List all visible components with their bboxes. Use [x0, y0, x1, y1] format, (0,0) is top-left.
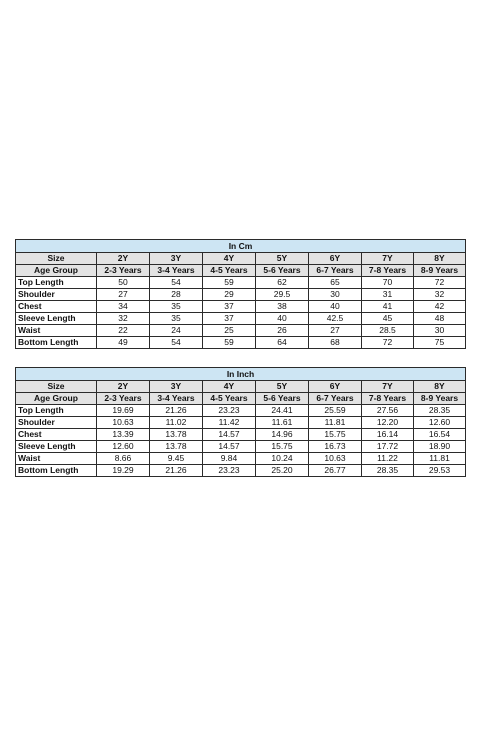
measurement-value: 11.61	[256, 417, 309, 429]
size-chart-cm-table	[15, 239, 466, 349]
table-row	[16, 465, 466, 477]
age-group-header-cell: 3-4 Years	[150, 265, 203, 277]
measurement-label: Shoulder	[16, 289, 97, 301]
measurement-value: 15.75	[256, 441, 309, 453]
measurement-value: 19.69	[97, 405, 150, 417]
age-group-header-label: Age Group	[16, 265, 97, 277]
size-header-cell: 2Y	[97, 381, 150, 393]
measurement-value: 11.22	[362, 453, 414, 465]
measurement-label: Chest	[16, 301, 97, 313]
size-header-cell: 3Y	[150, 253, 203, 265]
age-group-header-cell: 2-3 Years	[97, 393, 150, 405]
measurement-value: 10.63	[97, 417, 150, 429]
measurement-value: 29.53	[414, 465, 466, 477]
age-group-header-cell: 2-3 Years	[97, 265, 150, 277]
measurement-value: 34	[97, 301, 150, 313]
measurement-value: 41	[362, 301, 414, 313]
measurement-value: 59	[203, 337, 256, 349]
age-group-header-cell: 6-7 Years	[309, 393, 362, 405]
measurement-value: 14.57	[203, 441, 256, 453]
measurement-value: 28.35	[414, 405, 466, 417]
measurement-value: 11.81	[414, 453, 466, 465]
measurement-label: Chest	[16, 429, 97, 441]
measurement-value: 31	[362, 289, 414, 301]
measurement-value: 37	[203, 301, 256, 313]
measurement-value: 24	[150, 325, 203, 337]
measurement-label: Waist	[16, 325, 97, 337]
size-header-row	[16, 253, 466, 265]
measurement-value: 29.5	[256, 289, 309, 301]
size-header-cell: 6Y	[309, 253, 362, 265]
size-header-cell: 5Y	[256, 381, 309, 393]
size-header-cell: 5Y	[256, 253, 309, 265]
measurement-value: 42.5	[309, 313, 362, 325]
measurement-value: 75	[414, 337, 466, 349]
table-row	[16, 429, 466, 441]
measurement-value: 18.90	[414, 441, 466, 453]
age-group-header-cell: 8-9 Years	[414, 265, 466, 277]
measurement-value: 19.29	[97, 465, 150, 477]
measurement-value: 42	[414, 301, 466, 313]
measurement-value: 49	[97, 337, 150, 349]
age-group-header-row	[16, 265, 466, 277]
measurement-value: 29	[203, 289, 256, 301]
measurement-label: Sleeve Length	[16, 441, 97, 453]
measurement-value: 13.78	[150, 441, 203, 453]
size-header-cell: 4Y	[203, 253, 256, 265]
measurement-value: 13.78	[150, 429, 203, 441]
measurement-value: 8.66	[97, 453, 150, 465]
size-header-cell: 6Y	[309, 381, 362, 393]
measurement-value: 27	[309, 325, 362, 337]
table-row	[16, 453, 466, 465]
measurement-value: 14.96	[256, 429, 309, 441]
measurement-value: 40	[256, 313, 309, 325]
measurement-value: 38	[256, 301, 309, 313]
measurement-value: 12.20	[362, 417, 414, 429]
size-header-cell: 2Y	[97, 253, 150, 265]
measurement-value: 32	[97, 313, 150, 325]
measurement-value: 28.5	[362, 325, 414, 337]
measurement-value: 27	[97, 289, 150, 301]
size-header-row	[16, 381, 466, 393]
measurement-value: 35	[150, 313, 203, 325]
measurement-value: 21.26	[150, 405, 203, 417]
table-row	[16, 405, 466, 417]
measurement-value: 11.81	[309, 417, 362, 429]
measurement-label: Bottom Length	[16, 337, 97, 349]
measurement-value: 45	[362, 313, 414, 325]
table-row	[16, 313, 466, 325]
table-row	[16, 337, 466, 349]
measurement-value: 21.26	[150, 465, 203, 477]
size-header-cell: 7Y	[362, 253, 414, 265]
measurement-value: 13.39	[97, 429, 150, 441]
age-group-header-cell: 5-6 Years	[256, 393, 309, 405]
age-group-header-cell: 4-5 Years	[203, 265, 256, 277]
table-row	[16, 325, 466, 337]
measurement-value: 16.54	[414, 429, 466, 441]
measurement-value: 54	[150, 277, 203, 289]
measurement-value: 23.23	[203, 405, 256, 417]
measurement-label: Top Length	[16, 405, 97, 417]
measurement-value: 9.84	[203, 453, 256, 465]
table-row	[16, 441, 466, 453]
measurement-value: 26	[256, 325, 309, 337]
table-row	[16, 277, 466, 289]
age-group-header-cell: 5-6 Years	[256, 265, 309, 277]
measurement-value: 22	[97, 325, 150, 337]
measurement-value: 64	[256, 337, 309, 349]
measurement-label: Bottom Length	[16, 465, 97, 477]
measurement-value: 12.60	[414, 417, 466, 429]
table-title-row	[16, 240, 466, 253]
measurement-value: 25.20	[256, 465, 309, 477]
table-row	[16, 289, 466, 301]
measurement-value: 17.72	[362, 441, 414, 453]
measurement-value: 10.24	[256, 453, 309, 465]
measurement-value: 65	[309, 277, 362, 289]
measurement-value: 59	[203, 277, 256, 289]
age-group-header-cell: 3-4 Years	[150, 393, 203, 405]
age-group-header-cell: 7-8 Years	[362, 265, 414, 277]
size-header-cell: 8Y	[414, 381, 466, 393]
measurement-value: 25	[203, 325, 256, 337]
measurement-label: Shoulder	[16, 417, 97, 429]
measurement-value: 10.63	[309, 453, 362, 465]
age-group-header-row	[16, 393, 466, 405]
size-header-cell: 3Y	[150, 381, 203, 393]
measurement-value: 62	[256, 277, 309, 289]
measurement-value: 11.42	[203, 417, 256, 429]
measurement-value: 15.75	[309, 429, 362, 441]
measurement-value: 27.56	[362, 405, 414, 417]
measurement-value: 50	[97, 277, 150, 289]
measurement-label: Sleeve Length	[16, 313, 97, 325]
measurement-label: Top Length	[16, 277, 97, 289]
measurement-value: 30	[309, 289, 362, 301]
table-title: In Inch	[16, 368, 466, 381]
age-group-header-cell: 4-5 Years	[203, 393, 256, 405]
measurement-value: 25.59	[309, 405, 362, 417]
measurement-value: 68	[309, 337, 362, 349]
measurement-value: 24.41	[256, 405, 309, 417]
measurement-value: 40	[309, 301, 362, 313]
measurement-value: 11.02	[150, 417, 203, 429]
measurement-value: 54	[150, 337, 203, 349]
measurement-value: 72	[362, 337, 414, 349]
size-chart-inch-table	[15, 367, 466, 477]
measurement-value: 14.57	[203, 429, 256, 441]
table-title-row	[16, 368, 466, 381]
measurement-value: 32	[414, 289, 466, 301]
measurement-value: 16.14	[362, 429, 414, 441]
measurement-value: 72	[414, 277, 466, 289]
age-group-header-cell: 8-9 Years	[414, 393, 466, 405]
age-group-header-cell: 6-7 Years	[309, 265, 362, 277]
measurement-label: Waist	[16, 453, 97, 465]
table-title: In Cm	[16, 240, 466, 253]
measurement-value: 9.45	[150, 453, 203, 465]
size-header-label: Size	[16, 253, 97, 265]
measurement-value: 28.35	[362, 465, 414, 477]
age-group-header-cell: 7-8 Years	[362, 393, 414, 405]
measurement-value: 16.73	[309, 441, 362, 453]
age-group-header-label: Age Group	[16, 393, 97, 405]
size-header-cell: 4Y	[203, 381, 256, 393]
size-header-cell: 8Y	[414, 253, 466, 265]
size-header-cell: 7Y	[362, 381, 414, 393]
measurement-value: 37	[203, 313, 256, 325]
measurement-value: 12.60	[97, 441, 150, 453]
table-row	[16, 417, 466, 429]
measurement-value: 30	[414, 325, 466, 337]
measurement-value: 28	[150, 289, 203, 301]
measurement-value: 48	[414, 313, 466, 325]
measurement-value: 23.23	[203, 465, 256, 477]
measurement-value: 35	[150, 301, 203, 313]
table-row	[16, 301, 466, 313]
size-header-label: Size	[16, 381, 97, 393]
measurement-value: 26.77	[309, 465, 362, 477]
measurement-value: 70	[362, 277, 414, 289]
